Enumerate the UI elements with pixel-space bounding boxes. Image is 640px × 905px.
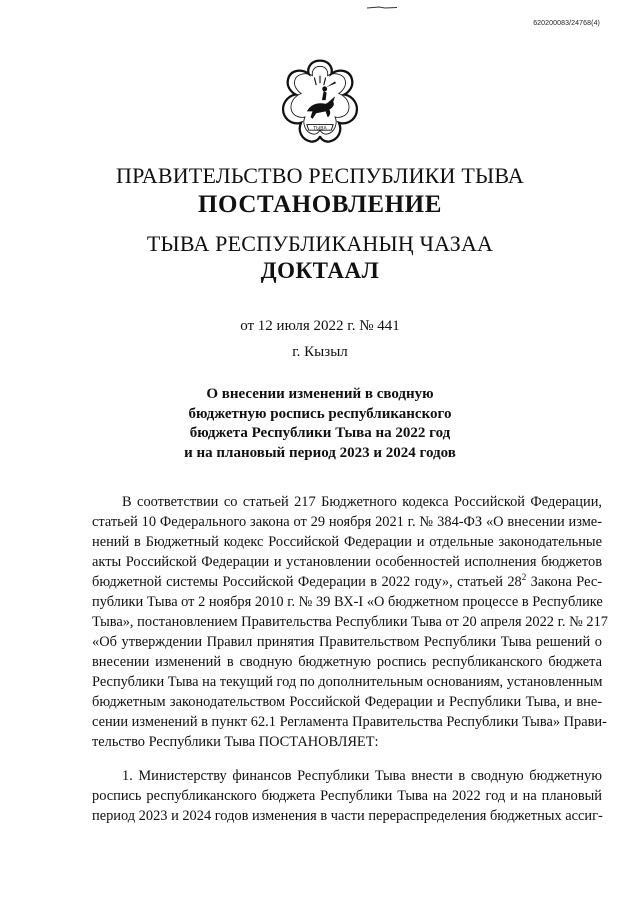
paragraph-line-part: Закона Рес- xyxy=(526,574,602,590)
decree-city: г. Кызыл xyxy=(292,344,348,360)
subject-line: О внесении изменений в сводную xyxy=(206,386,434,402)
paragraph-line: В соответствии со статьей 217 Бюджетного кодекса Российской Федерации, xyxy=(122,494,602,510)
paragraph-line: нений в Бюджетный кодекс Российской Федерации и отдельные законодательные xyxy=(92,534,602,550)
paragraph-line xyxy=(92,572,602,592)
paragraph-line: роспись республиканского бюджета Республики Тыва на 2022 год и на плановый xyxy=(92,788,602,804)
paragraph-line: публики Тыва от 2 ноября 2010 г. № 39 ВХ-I «О бюджетном процессе в Республике xyxy=(92,594,603,610)
paragraph-line: бюджетным законодательством Российской Федерации и Республики Тыва, и вне- xyxy=(92,694,602,710)
body-paragraph-1 xyxy=(92,492,608,752)
paragraph-line-part: бюджетной системы Российской Федерации в 2022 году», статьей 28 xyxy=(92,574,522,590)
decree-title-ru: ПОСТАНОВЛЕНИЕ xyxy=(197,191,443,218)
svg-text:ТЫВА: ТЫВА xyxy=(313,126,327,132)
paragraph-line: внесении изменений в сводную бюджетную роспись республиканского бюджета xyxy=(92,654,602,670)
body-paragraph-2 xyxy=(92,766,602,826)
paragraph-line: 1. Министерству финансов Республики Тыва внести в сводную бюджетную xyxy=(122,768,602,784)
document-code: 620200083/24768(4) xyxy=(533,20,600,27)
superscript: 2 xyxy=(521,572,527,583)
paragraph-line: тельство Республики Тыва ПОСТАНОВЛЯЕТ: xyxy=(92,734,379,750)
decree-date-number: от 12 июля 2022 г. № 441 xyxy=(240,318,400,334)
coat-of-arms-emblem xyxy=(273,55,367,149)
subject-line: бюджета Республики Тыва на 2022 год xyxy=(189,425,451,441)
paragraph-line: «Об утверждении Правил принятия Правительством Республики Тыва решений о xyxy=(92,634,602,650)
government-title-ru: ПРАВИТЕЛЬСТВО РЕСПУБЛИКИ ТЫВА xyxy=(116,163,524,188)
paragraph-line: период 2023 и 2024 годов изменения в части перераспределения бюджетных ассиг- xyxy=(92,808,603,824)
subject-line: и на плановый период 2023 и 2024 годов xyxy=(184,444,456,461)
paragraph-line: акты Российской Федерации и установлении особенностей исполнения бюджетов xyxy=(92,554,602,570)
paragraph-line: статьей 10 Федерального закона от 29 ноября 2021 г. № 384-ФЗ «О внесении изме- xyxy=(92,514,602,530)
subject-line: бюджетную роспись республиканского xyxy=(188,405,452,422)
decree-title-tyv: ДОКТААЛ xyxy=(260,258,380,283)
scan-artifact-mark xyxy=(367,6,397,9)
paragraph-line: Тыва», постановлением Правительства Республики Тыва от 20 апреля 2022 г. № 217 xyxy=(92,614,608,630)
paragraph-line: сении изменений в пункт 62.1 Регламента Правительства Республики Тыва» Прави- xyxy=(92,714,607,730)
paragraph-line: Республики Тыва на текущий год по дополнительным основаниям, установленным xyxy=(92,674,603,690)
government-title-tyv: ТЫВА РЕСПУБЛИКАНЫҢ ЧАЗАА xyxy=(146,231,494,256)
decree-subject xyxy=(0,385,640,463)
